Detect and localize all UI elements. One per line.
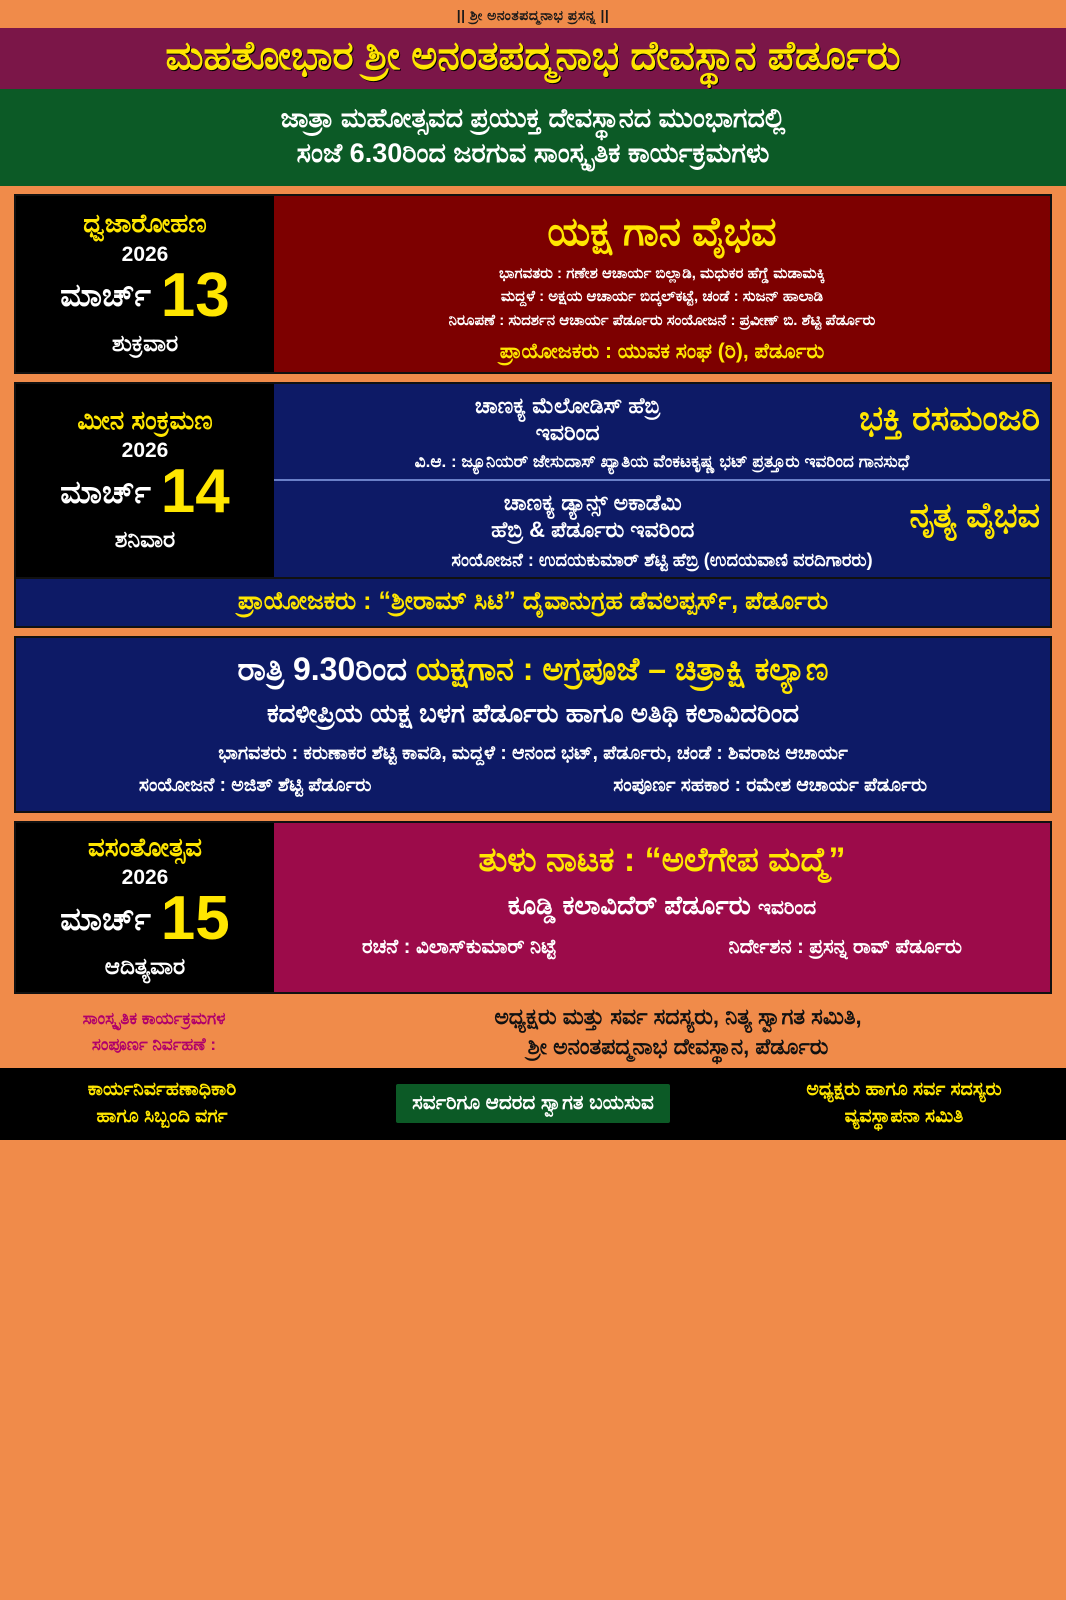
night-program-block	[14, 636, 1052, 813]
footer-right-line-2: ಶ್ರೀ ಅನಂತಪದ್ಮನಾಭ ದೇವಸ್ಥಾನ, ಪೆರ್ಡೂರು	[527, 1033, 829, 1059]
day-number: 15	[160, 884, 230, 954]
title-band	[0, 28, 1066, 89]
day-block-march-13	[14, 194, 1052, 374]
day-14-top	[14, 382, 1052, 579]
sponsor-line: ಪ್ರಾಯೋಜಕರು : ಯುವಕ ಸಂಘ (ರಿ), ಪೆರ್ಡೂರು	[499, 339, 825, 363]
segment-2-group-wrap	[284, 489, 901, 544]
sponsor-line: ಪ್ರಾಯೋಜಕರು : “ಶ್ರೀರಾಮ್ ಸಿಟಿ” ದೈವಾನುಗ್ರಹ ಡೆವಲಪ್ಪರ್ಸ್, ಪೆರ್ಡೂರು	[237, 586, 829, 615]
segment-2-by: ಹೆಬ್ರಿ & ಪೆರ್ಡೂರು ಇವರಿಂದ	[491, 517, 695, 543]
segment-1-group-wrap	[284, 392, 851, 447]
footer-committee-line-2: ವ್ಯವಸ್ಥಾಪನಾ ಸಮಿತಿ	[844, 1105, 964, 1127]
month-label: ಮಾರ್ಚ್	[60, 277, 151, 314]
footer-committee-line-1: ಅಧ್ಯಕ್ಷರು ಹಾಗೂ ಸರ್ವ ಸದಸ್ಯರು	[806, 1079, 1002, 1101]
date-column-march-14	[16, 384, 274, 577]
content-column-march-13	[274, 196, 1050, 372]
month-label: ಮಾರ್ಚ್	[60, 473, 151, 510]
date-row	[20, 260, 270, 330]
occasion-label: ಮೀನ ಸಂಕ್ರಮಣ	[77, 404, 213, 435]
drama-troupe: ಕೂಡ್ಡಿ ಕಲಾವಿದೆರ್ ಪೆರ್ಡೂರು	[507, 889, 751, 920]
segment-2-group: ಚಾಣಕ್ಯ ಡ್ಯಾನ್ಸ್ ಅಕಾಡೆಮಿ	[503, 489, 682, 515]
footer-officer-block	[12, 1077, 312, 1130]
footer-officer-line-1: ಕಾರ್ಯನಿರ್ವಹಣಾಧಿಕಾರಿ	[87, 1079, 237, 1101]
day-14-sponsor-bar	[14, 579, 1052, 628]
drama-troupe-suffix: ಇವರಿಂದ	[757, 896, 817, 919]
program-headline: ಯಕ್ಷ ಗಾನ ವೈಭವ	[547, 210, 777, 255]
credit-line-1: ಭಾಗವತರು : ಗಣೇಶ ಆಚಾರ್ಯ ಬಿಲ್ಲಾಡಿ, ಮಧುಕರ ಹೆಗ್ಡೆ ಮಡಾಮಕ್ಕಿ	[498, 265, 826, 283]
footer-committee-block	[754, 1077, 1054, 1130]
drama-credits-row	[284, 936, 1040, 959]
segment-2-title: ನೃತ್ಯ ವೈಭವ	[909, 496, 1040, 536]
night-time: ರಾತ್ರಿ 9.30ರಿಂದ	[237, 650, 407, 687]
footer-left-line-2: ಸಂಪೂರ್ಣ ನಿರ್ವಹಣೆ :	[91, 1034, 217, 1054]
month-label: ಮಾರ್ಚ್	[60, 900, 151, 937]
content-column-march-14	[274, 384, 1050, 577]
year-label: 2026	[121, 439, 169, 463]
invocation-line: || ಶ್ರೀ ಅನಂತಪದ್ಮನಾಭ ಪ್ರಸನ್ನ ||	[456, 7, 610, 23]
day-number: 14	[160, 457, 230, 527]
segment-2-coordination: ಸಂಯೋಜನೆ : ಉದಯಕುಮಾರ್ ಶೆಟ್ಟಿ ಹೆಬ್ರಿ (ಉದಯವಾಣಿ ವರದಿಗಾರರು)	[451, 549, 873, 570]
occasion-label: ವಸಂತೋತ್ಸವ	[88, 831, 202, 862]
subtitle-band	[0, 89, 1066, 186]
occasion-label: ಧ್ವಜಾರೋಹಣ	[83, 208, 207, 239]
drama-director: ನಿರ್ದೇಶನ : ಪ್ರಸನ್ನ ರಾವ್ ಪೆರ್ಡೂರು	[728, 935, 962, 958]
night-troupe: ಕದಳೀಪ್ರಿಯ ಯಕ್ಷ ಬಳಗ ಪೆರ್ಡೂರು ಹಾಗೂ ಅತಿಥಿ ಕಲಾವಿದರಿಂದ	[266, 698, 800, 729]
credit-line-3: ನಿರೂಪಣೆ : ಸುದರ್ಶನ ಆಚಾರ್ಯ ಪೆರ್ಡೂರು ಸಂಯೋಜನೆ : ಪ್ರವೀಣ್ ಬಿ. ಶೆಟ್ಟಿ ಪೆರ್ಡೂರು	[448, 311, 876, 329]
weekday-label: ಶುಕ್ರವಾರ	[111, 329, 179, 356]
page-title: ಮಹತೋಭಾರ ಶ್ರೀ ಅನಂತಪದ್ಮನಾಭ ದೇವಸ್ಥಾನ ಪೆರ್ಡೂರು	[165, 34, 901, 78]
day-block-march-15	[14, 821, 1052, 994]
drama-writer: ರಚನೆ : ವಿಲಾಸ್‌ಕುಮಾರ್ ನಿಟ್ಟೆ	[362, 935, 557, 958]
weekday-label: ಆದಿತ್ಯವಾರ	[104, 953, 186, 980]
program-headline: ತುಳು ನಾಟಕ : “ಅಲೆಗೇಪ ಮದ್ಮೆ”	[478, 840, 846, 879]
day-number: 13	[160, 260, 230, 330]
footer-right-line-1: ಅಧ್ಯಕ್ಷರು ಮತ್ತು ಸರ್ವ ಸದಸ್ಯರು, ನಿತ್ಯ ಸ್ವಾಗತ ಸಮಿತಿ,	[494, 1004, 862, 1030]
footer-black-bar	[0, 1068, 1066, 1140]
segment-nritya-vaibhava	[274, 479, 1050, 577]
night-title-row	[28, 650, 1038, 688]
segment-1-by: ಇವರಿಂದ	[535, 420, 600, 446]
night-coordination: ಸಂಯೋಜನೆ : ಅಜಿತ್ ಶೆಟ್ಟಿ ಪೆರ್ಡೂರು	[138, 774, 372, 796]
date-row	[20, 457, 270, 527]
footer-management	[14, 1002, 1052, 1061]
date-column-march-15	[16, 823, 274, 992]
welcome-message: ಸರ್ವರಿಗೂ ಆದರದ ಸ್ವಾಗತ ಬಯಸುವ	[396, 1084, 670, 1123]
subtitle-line-1: ಜಾತ್ರಾ ಮಹೋತ್ಸವದ ಪ್ರಯುಕ್ತ ದೇವಸ್ಥಾನದ ಮುಂಭಾಗದಲ್ಲಿ	[280, 102, 786, 133]
weekday-label: ಶನಿವಾರ	[114, 526, 176, 553]
drama-troupe-row	[284, 890, 1040, 922]
date-row	[20, 884, 270, 954]
segment-2-title-row	[284, 489, 1040, 544]
night-credit: ಭಾಗವತರು : ಕರುಣಾಕರ ಶೆಟ್ಟಿ ಕಾವಡಿ, ಮದ್ದಳೆ : ಆನಂದ ಭಟ್, ಪೆರ್ಡೂರು, ಚಂಡೆ : ಶಿವರಾಜ ಆಚಾರ್ಯ	[218, 743, 848, 765]
segment-1-title: ಭಕ್ತಿ ರಸಮಂಜರಿ	[859, 399, 1040, 439]
year-label: 2026	[121, 866, 169, 890]
footer-left-line-1: ಸಾಂಸ್ಕೃತಿಕ ಕಾರ್ಯಕ್ರಮಗಳ	[82, 1009, 226, 1029]
date-column-march-13	[16, 196, 274, 372]
content-column-march-15	[274, 823, 1050, 992]
subtitle-line-2: ಸಂಜೆ 6.30ರಿಂದ ಜರಗುವ ಸಾಂಸ್ಕೃತಿಕ ಕಾರ್ಯಕ್ರಮಗಳು	[296, 138, 770, 169]
segment-1-group: ಚಾಣಕ್ಯ ಮೆಲೋಡಿಸ್ ಹೆಬ್ರಿ	[474, 392, 661, 418]
day-block-march-14	[14, 382, 1052, 628]
footer-officer-line-2: ಹಾಗೂ ಸಿಬ್ಬಂದಿ ವರ್ಗ	[96, 1105, 228, 1127]
segment-bhakti-rasamanjari	[274, 384, 1050, 479]
credit-line-2: ಮದ್ದಳೆ : ಅಕ್ಷಯ ಆಚಾರ್ಯ ಬಿದ್ಕಲ್‌ಕಟ್ಟೆ, ಚಂಡೆ : ಸುಜನ್ ಹಾಲಾಡಿ	[500, 288, 824, 306]
year-label: 2026	[121, 242, 169, 266]
night-credit-row	[28, 775, 1038, 797]
footer-right-block	[304, 1002, 1052, 1061]
segment-1-note: ವಿ.ಆ. : ಜ್ಯೂನಿಯರ್ ಜೇಸುದಾಸ್ ಖ್ಯಾತಿಯ ವೆಂಕಟಕೃಷ್ಣ ಭಟ್ ಪ್ರತ್ತೂರು ಇವರಿಂದ ಗಾನಸುಧೆ	[414, 451, 910, 471]
footer-left-block	[14, 1006, 294, 1057]
segment-1-title-row	[284, 392, 1040, 447]
night-support: ಸಂಪೂರ್ಣ ಸಹಕಾರ : ರಮೇಶ ಆಚಾರ್ಯ ಪೆರ್ಡೂರು	[613, 774, 928, 796]
night-title: ಯಕ್ಷಗಾನ : ಅಗ್ರಪೂಜೆ – ಚಿತ್ರಾಕ್ಷಿ ಕಲ್ಯಾಣ	[415, 650, 829, 687]
